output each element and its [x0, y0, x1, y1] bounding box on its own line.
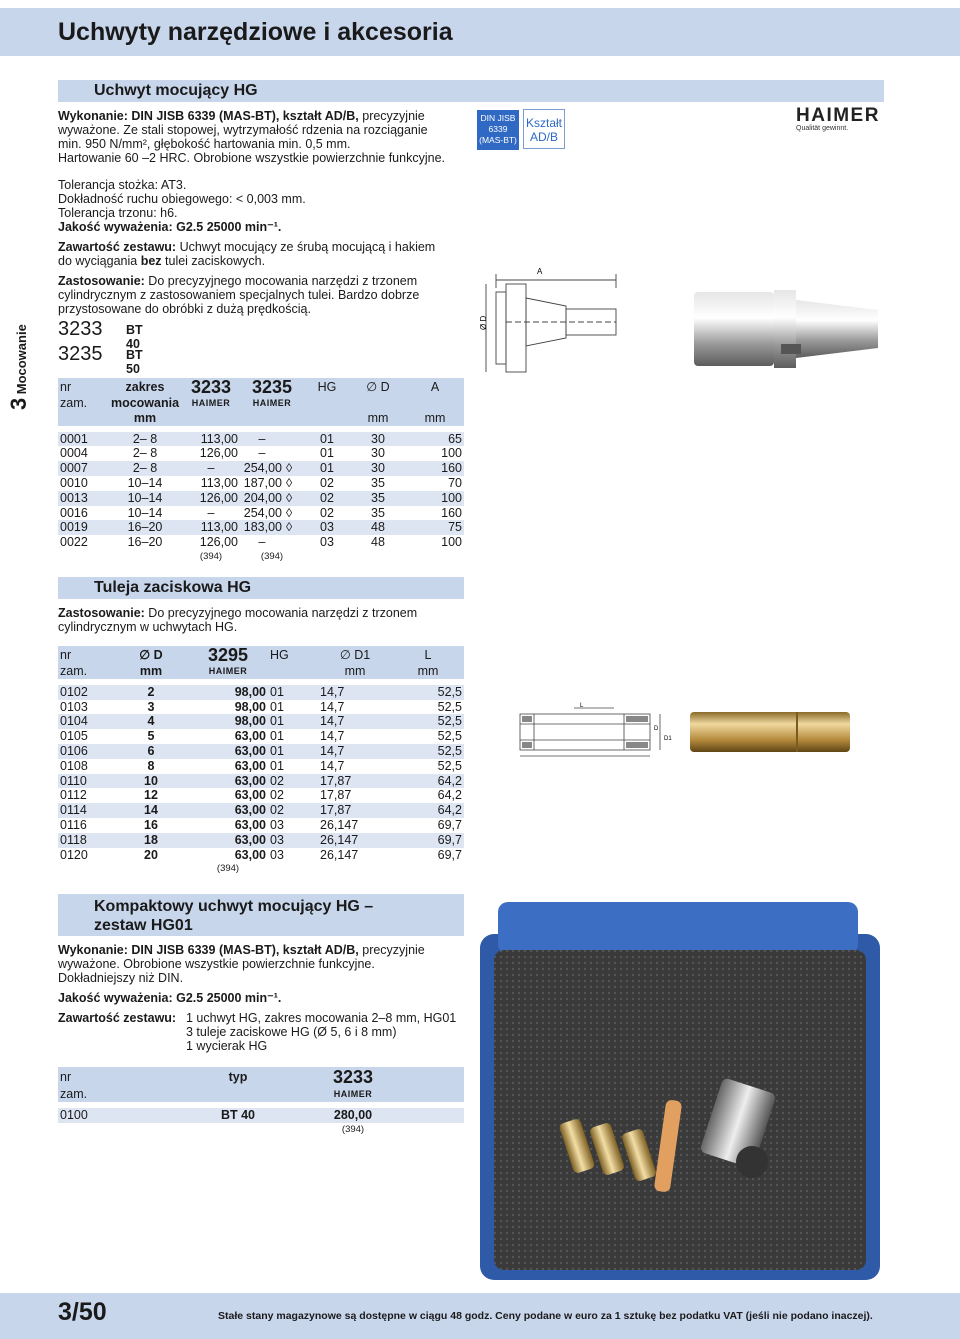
title-bar [0, 8, 960, 56]
din-badge: DIN JISB 6339 (MAS-BT) [477, 110, 519, 150]
dimension-d-label: Ø D [479, 315, 488, 330]
table-row: 0004 2– 8 126,00 – 01 30 100 [60, 446, 462, 461]
collet-dimension-d1: D1 [664, 736, 672, 742]
set-price-table: nr typ 3233 zam. HAIMER 0100 BT 40 280,00 (394) [58, 1067, 464, 1137]
table-row: 0120 20 63,00 03 26,147 69,7 [60, 847, 462, 862]
page-footer [0, 1293, 960, 1339]
page-title: Uchwyty narzędziowe i akcesoria [58, 18, 453, 46]
table-row: 0114 14 63,00 02 17,87 64,2 [60, 803, 462, 818]
variant-code: 3235 [58, 343, 103, 365]
holder-price-table: nr zakres 3233 3235 HG ∅ D A zam. mocowania HAIMER HAIMER mm mm mm 0001 2– 8 113,00 – 01 30 65 0004 2– 8 126,00 – 01 30 100 0007 2– 8 – 254,00 ◊ 01 30 160 0010 10–14 113,00 187,00 ◊ 02 35 70 0013 10–14 126,00 204,00 ◊ 02 35 100 0016 10–14 – 254,00 ◊ 02 35 160 0019 16–20 113,00 183,00 ◊ 03 48 75 0022 16–20 126,00 – 03 48 100 (394) (394) [60, 376, 462, 562]
table-row: 0106 6 63,00 01 14,7 52,5 [60, 743, 462, 758]
table-row: 0100 BT 40 280,00 [58, 1108, 464, 1123]
table-row: 0104 4 98,00 01 14,7 52,5 [60, 714, 462, 729]
collet-dimension-l: L [580, 703, 584, 709]
variant-code: 3233 [58, 318, 103, 340]
table-row: 0010 10–14 113,00 187,00 ◊ 02 35 70 [60, 475, 462, 490]
table-row: 0105 5 63,00 01 14,7 52,5 [60, 729, 462, 744]
section-title-kompakt: Kompaktowy uchwyt mocujący HG – zestaw HG01 [58, 894, 464, 936]
table-row: 0016 10–14 – 254,00 ◊ 02 35 160 [60, 505, 462, 520]
collet-price-table: nr ∅ D 3295 HG ∅ D1 L zam. mm HAIMER mm mm 0102 2 98,00 01 14,7 52,5 0103 3 98,00 01 14,7 52,5 0104 4 98,00 01 14,7 52,5 0105 5 63,00 01 14,7 52,5 0106 6 63,00 01 14,7 52,5 0108 8 63,00 01 14,7 52,5 0110 10 63,00 02 17,87 64,2 0112 12 63,00 02 17,87 64,2 0114 14 63,00 02 17,87 64,2 0116 16 63,00 03 26,147 69,7 0118 18 63,00 03 26,147 69,7 0120 20 63,00 03 26,147 69,7 (394) [60, 644, 462, 875]
tool-holder-drawing [486, 274, 616, 372]
haimer-logo: HAIMER Qualität gewinnt. [796, 105, 880, 132]
variant-type: BT 50 [126, 348, 143, 376]
tool-holder-photo [694, 290, 878, 368]
section-title-uchwyt: Uchwyt mocujący HG [58, 80, 884, 102]
dimension-a-label: A [537, 267, 543, 276]
collet-drawing [514, 700, 674, 760]
table-row: 0102 2 98,00 01 14,7 52,5 [60, 684, 462, 699]
chapter-label: Mocowanie [14, 324, 29, 395]
tool-holder-illustration [476, 262, 886, 374]
collet-dimension-d: D [654, 726, 659, 732]
table-row: 0118 18 63,00 03 26,147 69,7 [60, 832, 462, 847]
chapter-side-tab [0, 318, 46, 418]
section-title-tuleja: Tuleja zaciskowa HG [58, 577, 464, 599]
table-row: 0001 2– 8 113,00 – 01 30 65 [60, 431, 462, 446]
shape-badge: Kształt AD/B [523, 109, 565, 149]
section1-description: Wykonanie: DIN JISB 6339 (MAS-BT), kształt AD/B, precyzyjnie wyważone. Ze stali stopowej, wytrzymałość rdzenia na rozciąganie min. 950 N/mm², głębokość hartowania min. 0,5 mm. Hartowanie 60 –2 HRC. Obrobione wszystkie powierzchnie funkcyjne. Tolerancja stożka: AT3. Dokładność ruchu obiegowego: < 0,003 mm. Tolerancja trzonu: h6. Jakość wyważenia: G2.5 25000 min⁻¹. Zawartość zestawu: Uchwyt mocujący ze śrubą mocującą i hakiem do wyciągania bez tulei zaciskowych. Zastosowanie: Do precyzyjnego mocowania narzędzi z trzonem cylindrycznym z zastosowaniem specjalnych tulei. Bardzo dobrze przystosowane do obróbki z dużą prędkością. [58, 109, 445, 316]
collet-photo [686, 710, 854, 754]
table-row: 0110 10 63,00 02 17,87 64,2 [60, 773, 462, 788]
chapter-number: 3 [6, 397, 31, 410]
table-row: 0103 3 98,00 01 14,7 52,5 [60, 699, 462, 714]
section2-description: Zastosowanie: Do precyzyjnego mocowania narzędzi z trzonem cylindrycznym w uchwytach HG. [58, 606, 418, 634]
page-number: 3/50 [58, 1298, 107, 1326]
table-row: 0007 2– 8 – 254,00 ◊ 01 30 160 [60, 461, 462, 476]
footer-note: Stałe stany magazynowe są dostępne w ciągu 48 godz. Ceny podane w euro za 1 sztukę bez podatku VAT (jeśli nie podano inaczej). [218, 1310, 873, 1322]
table-row: 0019 16–20 113,00 183,00 ◊ 03 48 75 [60, 520, 462, 535]
variant-type: BT 40 [126, 323, 143, 351]
table-row: 0116 16 63,00 03 26,147 69,7 [60, 817, 462, 832]
table-row: 0022 16–20 126,00 – 03 48 100 [60, 535, 462, 550]
table-row: 0112 12 63,00 02 17,87 64,2 [60, 788, 462, 803]
variant-list [58, 318, 143, 376]
section3-description: Wykonanie: DIN JISB 6339 (MAS-BT), kształt AD/B, precyzyjnie wyważone. Obrobione wszystkie powierzchnie funkcyjne. Dokładniejszy niż DIN. Jakość wyważenia: G2.5 25000 min⁻¹. Zawartość zestawu: 1 uchwyt HG, zakres mocowania 2–8 mm, HG01 3 tuleje zaciskowe HG (Ø 5, 6 i 8 mm) 1 wycierak HG [58, 943, 457, 1053]
table-row: 0108 8 63,00 01 14,7 52,5 [60, 758, 462, 773]
tool-case-photo [474, 894, 886, 1286]
table-row: 0013 10–14 126,00 204,00 ◊ 02 35 100 [60, 490, 462, 505]
